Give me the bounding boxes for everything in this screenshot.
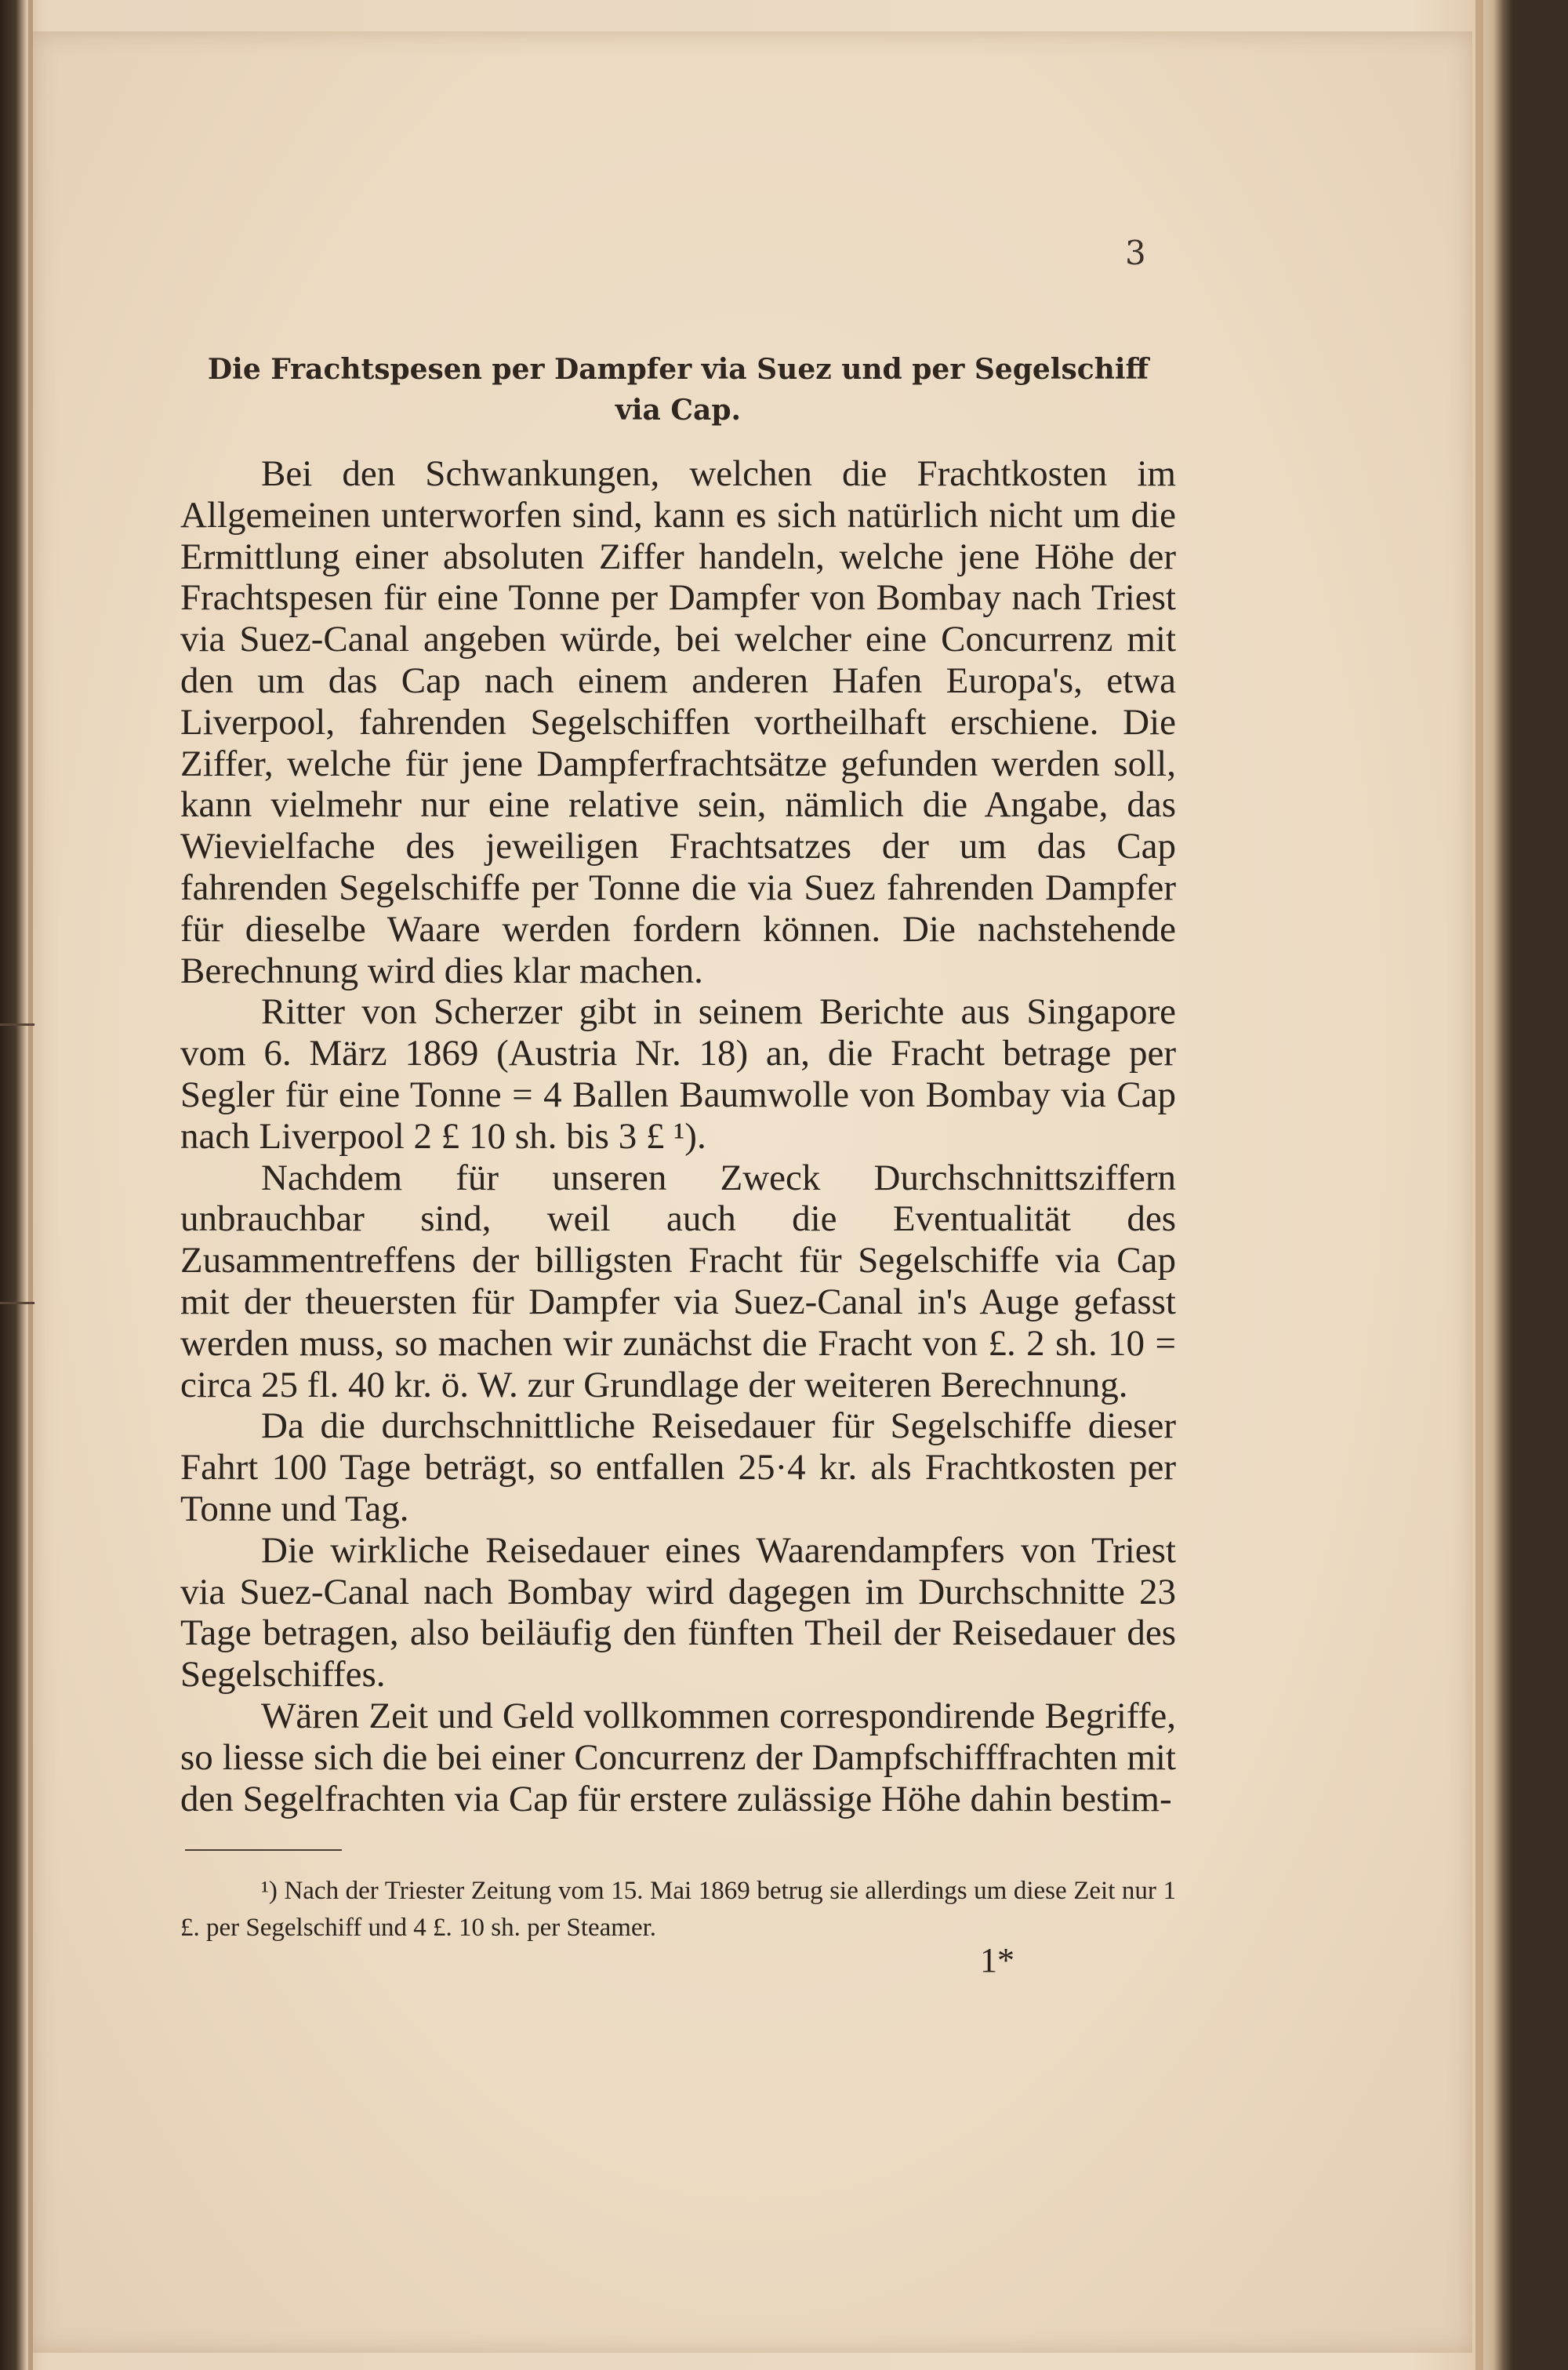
footnote <box>180 1873 1176 1947</box>
page-edge-right <box>1475 0 1483 2370</box>
footnote-rule <box>185 1849 342 1851</box>
body-text <box>180 453 1176 1819</box>
paragraph: Ritter von Scherzer gibt in seinem Berichte aus Singapore vom 6. März 1869 (Austria Nr. 18) an, die Fracht betrage per Segler für eine Tonne = 4 Ballen Baumwolle von Bombay via Cap nach Liverpool 2 £ 10 sh. bis 3 £ ¹). <box>180 991 1176 1157</box>
section-title <box>180 349 1176 431</box>
footnote-text: ¹) Nach der Triester Zeitung vom 15. Mai 1869 betrug sie allerdings um diese Zeit nur 1 £. per Segelschiff und 4 £. 10 sh. per Steamer. <box>180 1877 1176 1942</box>
paragraph: Bei den Schwankungen, welchen die Frachtkosten im Allgemeinen unterworfen sind, kann es sich natürlich nicht um die Ermittlung einer absoluten Ziffer handeln, welche jene Höhe der Frachtspesen für eine Tonne per Dampfer von Bombay nach Triest via Suez-Canal angeben würde, bei welcher eine Concurrenz mit den um das Cap nach einem anderen Hafen Europa's, etwa Liverpool, fahrenden Segelschiffen vortheilhaft erschiene. Die Ziffer, welche für jene Dampferfrachtsätze gefunden werden soll, kann vielmehr nur eine relative sein, nämlich die Angabe, das Wievielfache des jeweiligen Frachtsatzes der um das Cap fahrenden Segelschiffe per Tonne die via Suez fahrenden Dampfer für dieselbe Waare werden fordern können. Die nachstehende Berechnung wird dies klar machen. <box>180 453 1176 991</box>
title-line-1: Die Frachtspesen per Dampfer via Suez und per Segelschiff <box>207 353 1149 386</box>
signature-mark: 1* <box>980 1941 1014 1979</box>
spine-mark <box>0 1302 34 1304</box>
paragraph: Da die durchschnittliche Reisedauer für Segelschiffe dieser Fahrt 100 Tage beträgt, so entfallen 25·4 kr. als Frachtkosten per Tonne und Tag. <box>180 1405 1176 1529</box>
paragraph: Nachdem für unseren Zweck Durchschnittsziffern unbrauchbar sind, weil auch die Eventualität des Zusammentreffens der billigsten Fracht für Segelschiffe via Cap mit der theuersten für Dampfer via Suez-Canal in's Auge gefasst werden muss, so machen wir zunächst die Fracht von £. 2 sh. 10 = circa 25 fl. 40 kr. ö. W. zur Grundlage der weiteren Berechnung. <box>180 1157 1176 1405</box>
paragraph: Wären Zeit und Geld vollkommen correspondirende Begriffe, so liesse sich die bei einer Concurrenz der Dampfschifffrachten mit den Segelfrachten via Cap für erstere zulässige Höhe dahin bestim- <box>180 1695 1176 1819</box>
spine-mark <box>0 1023 34 1026</box>
paragraph: Die wirkliche Reisedauer eines Waarendampfers von Triest via Suez-Canal nach Bombay wird dagegen im Durchschnitte 23 Tage betragen, also beiläufig den fünften Theil der Reisedauer des Segelschiffes. <box>180 1529 1176 1696</box>
title-line-2: via Cap. <box>615 394 742 427</box>
page-number: 3 <box>1125 234 1146 272</box>
